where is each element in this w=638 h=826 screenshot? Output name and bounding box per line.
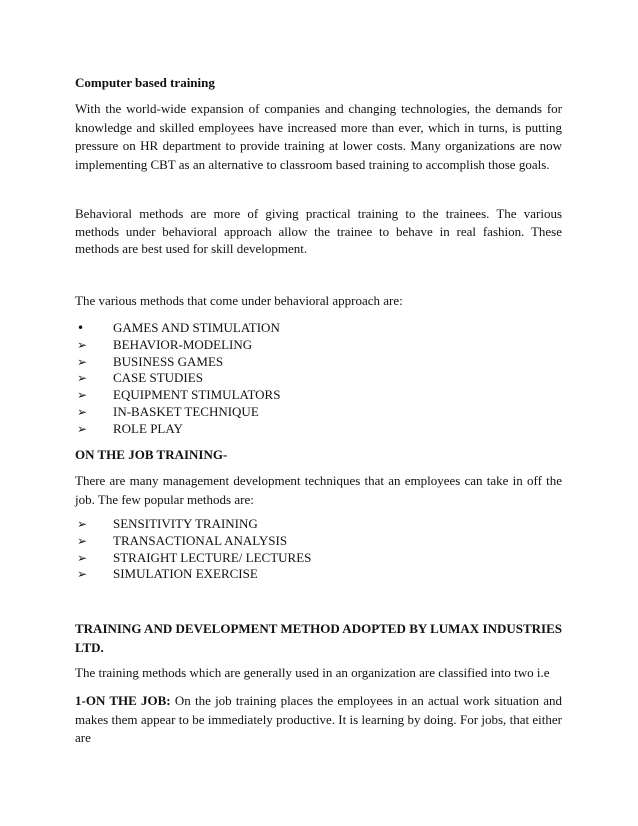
list-item-text: BEHAVIOR-MODELING [113,336,253,352]
list-item-text: IN-BASKET TECHNIQUE [113,403,259,419]
ojt-heading: ON THE JOB TRAINING- [75,447,228,462]
on-the-job-paragraph [75,692,562,748]
list-item-text: GAMES AND STIMULATION [113,320,280,335]
list-item [75,421,562,438]
list-item [75,566,562,583]
list-item [75,370,562,387]
list-item [75,404,562,421]
list-item-text: SIMULATION EXERCISE [113,566,258,582]
list-item-text: CASE STUDIES [113,370,203,386]
arrow-bullet-icon: ➢ [77,421,88,436]
cbt-heading: Computer based training [75,75,215,90]
list-item-text: TRANSACTIONAL ANALYSIS [113,532,288,548]
arrow-bullet-icon: ➢ [77,354,88,369]
list-item [75,516,562,533]
list-item [75,337,562,354]
list-item-text: EQUIPMENT STIMULATORS [113,387,281,403]
list-item-text: BUSINESS GAMES [113,353,224,369]
list-item [75,533,562,550]
lumax-heading: TRAINING AND DEVELOPMENT METHOD ADOPTED BY LUMAX INDUSTRIES LTD. [75,621,562,655]
list-item [75,320,562,337]
behavioral-paragraph: Behavioral methods are more of giving practical training to the trainees. The various methods under behavioral approach allow the trainee to behave in real fashion. These methods are best used for skill development. [75,206,562,256]
cbt-paragraph: With the world-wide expansion of companies and changing technologies, the demands for knowledge and skilled employees have increased more than ever, which in turns, is putting pressure on HR department to provide training at lower costs. Many organizations are now implementing CBT as an alternative to classroom based training to accomplish those goals. [75,101,562,172]
bullet-dot-icon: • [77,321,85,335]
ojt-paragraph: There are many management development techniques that an employees can take in off the job. The few popular methods are: [75,473,562,507]
list-item [75,550,562,567]
list-item-text: STRAIGHT LECTURE/ LECTURES [113,549,312,565]
on-the-job-label: 1-ON THE JOB: [75,693,171,708]
arrow-bullet-icon: ➢ [77,388,88,403]
lumax-paragraph: The training methods which are generally used in an organization are classified into two i.e [75,665,550,680]
arrow-bullet-icon: ➢ [77,517,88,531]
behavioral-intro: The various methods that come under behavioral approach are: [75,293,403,308]
list-item [75,354,562,371]
arrow-bullet-icon: ➢ [77,533,88,548]
arrow-bullet-icon: ➢ [77,371,88,386]
list-item-text: SENSITIVITY TRAINING [113,516,258,531]
on-the-job-text: On the job training places the employees in an actual work situation and makes them appear to be immediately productive. It is learning by doing. For jobs, that either are [75,693,563,745]
ojt-methods-list [75,516,562,583]
list-item [75,387,562,404]
arrow-bullet-icon: ➢ [77,337,88,352]
arrow-bullet-icon: ➢ [77,404,88,419]
arrow-bullet-icon: ➢ [77,567,88,582]
behavioral-methods-list [75,320,562,438]
arrow-bullet-icon: ➢ [77,550,88,565]
list-item-text: ROLE PLAY [113,420,183,436]
